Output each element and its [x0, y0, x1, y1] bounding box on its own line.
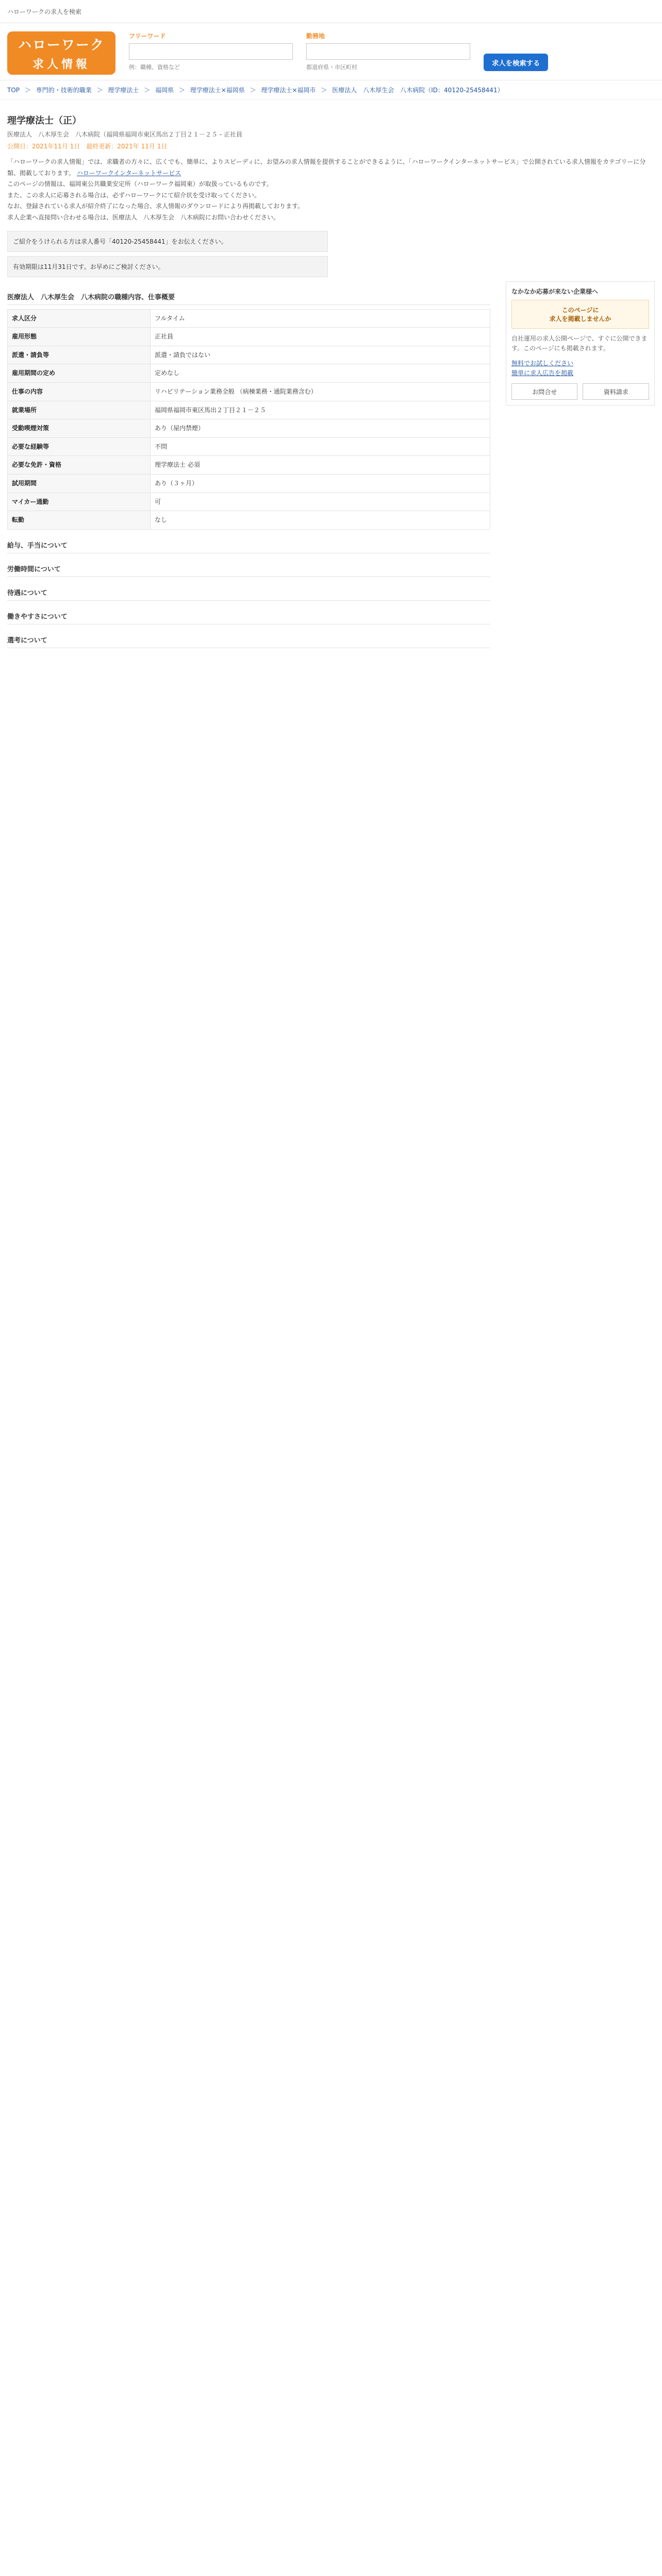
table-row	[8, 437, 490, 456]
notice-p2: このページの情報は、福岡東公共職業安定所（ハローワーク福岡東）が取扱っているものです。	[7, 180, 273, 188]
notice-p4: なお、登録されている求人が紹介終了になった場合、求人情報のダウンロードにより再掲載しております。	[7, 202, 304, 210]
sidebar-highlight	[511, 300, 649, 329]
notice	[7, 157, 655, 224]
table-label: 就業場所	[8, 401, 151, 419]
table-value: 派遣・請負ではない	[151, 346, 490, 364]
section-heading-benefits: 待遇について	[7, 587, 490, 601]
main-row	[7, 281, 655, 2576]
sidebar-text: 自社運用の求人公開ページで、すぐに公開できます。このページにも掲載されます。	[511, 334, 648, 352]
callout-line2: 有効期限は11月31日です。お早めにご検討ください。	[13, 263, 164, 270]
notice-p1-text: 「ハローワークの求人情報」では、求職者の方々に、広くでも、簡単に、よりスピーディに、お望みの求人情報を提供することができるように、「ハローワークインターネットサービス」で公開されている求人情報をカテゴリーに分類、掲載しております。	[7, 158, 646, 177]
sidebar-contact-button[interactable]: お問合せ	[511, 383, 578, 400]
logo-line2: 求人情報	[32, 58, 90, 71]
table-value: リハビリテーション業務全般 （病棟業務・通院業務含む）	[151, 382, 490, 401]
table-value: 可	[151, 493, 490, 511]
job-details-table	[7, 309, 490, 530]
section-heading-pay: 給与、手当について	[7, 540, 490, 553]
notice-p1	[7, 157, 655, 179]
table-row	[8, 401, 490, 419]
table-value: なし	[151, 511, 490, 530]
breadcrumb-item[interactable]: 理学療法士	[108, 87, 139, 94]
topbar-text: ハローワークの求人を検索	[7, 8, 82, 15]
table-label: 試用期間	[8, 474, 151, 493]
table-row	[8, 493, 490, 511]
table-row	[8, 364, 490, 383]
search-button[interactable]: 求人を検索する	[484, 54, 548, 71]
sidebar-link2[interactable]: 簡単に求人広告を掲載	[511, 369, 573, 377]
main-left	[7, 281, 490, 2576]
table-label: 派遣・請負等	[8, 346, 151, 364]
notice-p5: 求人企業へ直接問い合わせる場合は、医療法人 八木厚生会 八木病院にお問い合わせください。	[7, 213, 280, 221]
search-area	[129, 31, 548, 71]
breadcrumb-item[interactable]: 理学療法士×福岡県	[190, 87, 245, 94]
table-row	[8, 346, 490, 364]
table-value: フルタイム	[151, 309, 490, 328]
sidebar-link1[interactable]: 無料でお試しください	[511, 359, 573, 367]
table-value: 福岡県福岡市東区馬出２丁目２１－２５	[151, 401, 490, 419]
breadcrumb-sep: ＞	[96, 87, 103, 94]
freeword-hint: 例：職種、資格など	[129, 64, 180, 71]
location-input[interactable]	[306, 43, 470, 60]
table-value: 不問	[151, 437, 490, 456]
table-value: あり（３ヶ月）	[151, 474, 490, 493]
sidebar-card	[506, 281, 655, 406]
topbar	[0, 0, 662, 23]
breadcrumb-item[interactable]: TOP	[7, 87, 20, 94]
logo-line1: ハローワーク	[18, 38, 105, 53]
table-label: 必要な免許・資格	[8, 456, 151, 474]
breadcrumb-item[interactable]: 理学療法士×福岡市	[261, 87, 316, 94]
table-label: マイカー通勤	[8, 493, 151, 511]
breadcrumb-sep: ＞	[321, 87, 327, 94]
site-logo[interactable]	[7, 31, 115, 75]
sidebar-buttons	[511, 383, 649, 400]
callout-box	[7, 231, 328, 252]
section-heading-main: 医療法人 八木厚生会 八木病院の職種内容、仕事概要	[7, 292, 490, 305]
table-label: 受動喫煙対策	[8, 419, 151, 438]
table-label: 仕事の内容	[8, 382, 151, 401]
breadcrumb-sep: ＞	[144, 87, 151, 94]
breadcrumb-item[interactable]: 福岡県	[155, 87, 174, 94]
sidebar-title: なかなか応募が来ない企業様へ	[511, 287, 598, 295]
sidebar-brochure-button[interactable]: 資料請求	[583, 383, 649, 400]
job-subtitle: 医療法人 八木厚生会 八木病院（福岡県福岡市東区馬出２丁目２１－２５ - 正社員	[7, 131, 242, 138]
job-dates: 公開日：2021年11月 1日 最終更新：2021年 11月 1日	[7, 143, 168, 150]
notice-p3: また、この求人に応募される場合は、必ずハローワークにて紹介状を受け取ってください。	[7, 191, 261, 199]
section-heading-selection: 選考について	[7, 635, 490, 648]
header	[0, 23, 662, 80]
table-row	[8, 474, 490, 493]
hellowork-link[interactable]: ハローワークインターネットサービス	[76, 169, 181, 177]
content	[0, 100, 662, 2576]
breadcrumb	[0, 80, 662, 100]
table-value: 理学療法士 必須	[151, 456, 490, 474]
sidebar-highlight-line1: このページに	[561, 306, 599, 314]
table-row	[8, 382, 490, 401]
table-row	[8, 511, 490, 530]
table-row	[8, 456, 490, 474]
location-field	[306, 31, 470, 71]
table-label: 求人区分	[8, 309, 151, 328]
sidebar-links	[511, 359, 649, 378]
freeword-label: フリーワード	[129, 32, 166, 40]
content-spacer	[7, 652, 490, 2576]
location-label: 勤務地	[306, 32, 325, 40]
freeword-input[interactable]	[129, 43, 293, 60]
breadcrumb-item: 医療法人 八木厚生会 八木病院（ID：40120-25458441）	[332, 87, 504, 94]
table-row	[8, 328, 490, 346]
breadcrumb-sep: ＞	[178, 87, 185, 94]
table-row	[8, 309, 490, 328]
table-label: 転勤	[8, 511, 151, 530]
callout-box	[7, 256, 328, 277]
table-label: 必要な経験等	[8, 437, 151, 456]
freeword-field	[129, 31, 293, 71]
table-label: 雇用形態	[8, 328, 151, 346]
section-heading-environment: 働きやすさについて	[7, 611, 490, 624]
breadcrumb-item[interactable]: 専門的・技術的職業	[36, 87, 92, 94]
location-hint: 都道府県・市区町村	[306, 64, 357, 71]
table-label: 雇用期間の定め	[8, 364, 151, 383]
sidebar-highlight-line2: 求人を掲載しませんか	[549, 315, 611, 323]
breadcrumb-sep: ＞	[24, 87, 31, 94]
job-title: 理学療法士（正）	[7, 115, 81, 126]
table-value: 正社員	[151, 328, 490, 346]
breadcrumb-sep: ＞	[250, 87, 256, 94]
table-value: あり（屋内禁煙）	[151, 419, 490, 438]
sidebar	[506, 281, 655, 406]
table-row	[8, 419, 490, 438]
table-value: 定めなし	[151, 364, 490, 383]
callout-line1: ご紹介をうけられる方は求人番号「40120-25458441」をお伝えください。	[13, 238, 227, 245]
section-heading-work: 労働時間について	[7, 564, 490, 577]
